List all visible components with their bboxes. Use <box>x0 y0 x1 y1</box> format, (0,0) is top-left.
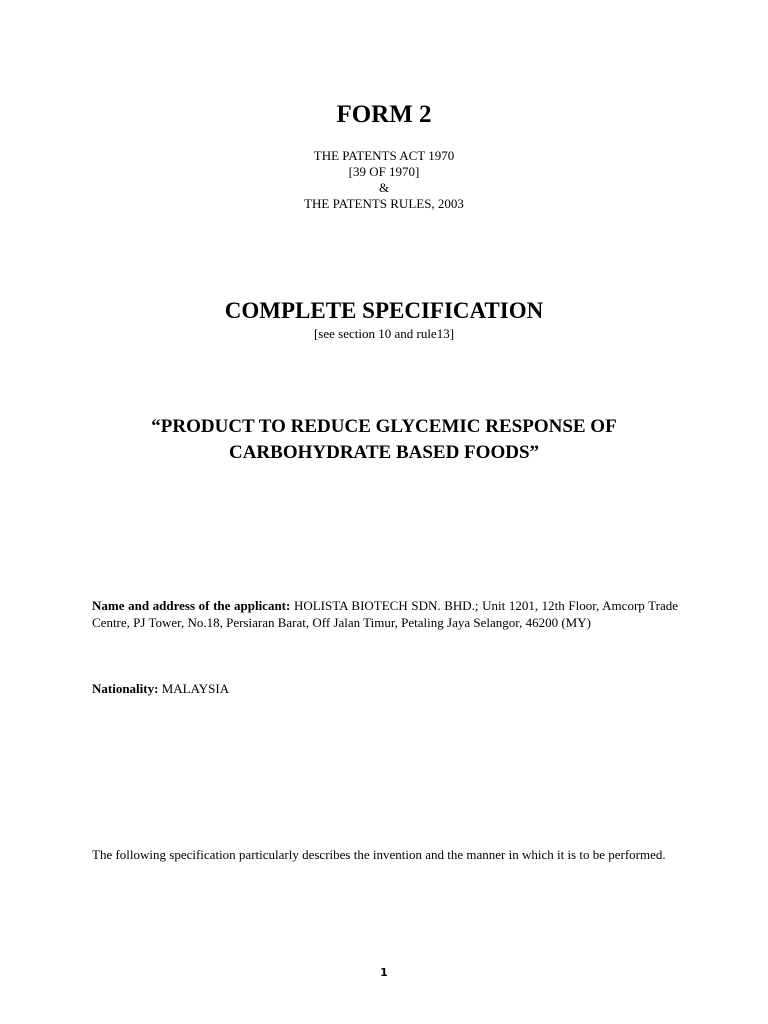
nationality-value: MALAYSIA <box>161 681 230 696</box>
applicant-label: Name and address of the applicant: <box>92 598 291 613</box>
act-line: & <box>378 180 390 195</box>
applicant-paragraph <box>92 598 678 631</box>
specification-note: [see section 10 and rule13] <box>313 326 455 341</box>
act-line: THE PATENTS ACT 1970 <box>313 148 455 163</box>
form-title: FORM 2 <box>336 101 432 128</box>
specification-title: COMPLETE SPECIFICATION <box>224 298 544 323</box>
act-reference-block <box>0 148 768 212</box>
page-number: 1 <box>380 966 388 979</box>
act-line: [39 OF 1970] <box>348 164 420 179</box>
nationality-paragraph <box>92 681 678 698</box>
applicant-value: HOLISTA BIOTECH SDN. BHD.; Unit 1201, 12th Floor, Amcorp Trade Centre, PJ Tower, No.18, Persiaran Barat, Off Jalan Timur, Petaling Jaya Selangor, 46200 (MY) <box>92 598 678 630</box>
nationality-label: Nationality: <box>92 681 159 696</box>
act-line: THE PATENTS RULES, 2003 <box>304 196 464 211</box>
invention-title-line: CARBOHYDRATE BASED FOODS” <box>228 442 540 463</box>
invention-title <box>0 414 768 466</box>
description-intro: The following specification particularly describes the invention and the manner in which it is to be performed. <box>92 847 666 862</box>
invention-title-line: “PRODUCT TO REDUCE GLYCEMIC RESPONSE OF <box>151 416 617 437</box>
